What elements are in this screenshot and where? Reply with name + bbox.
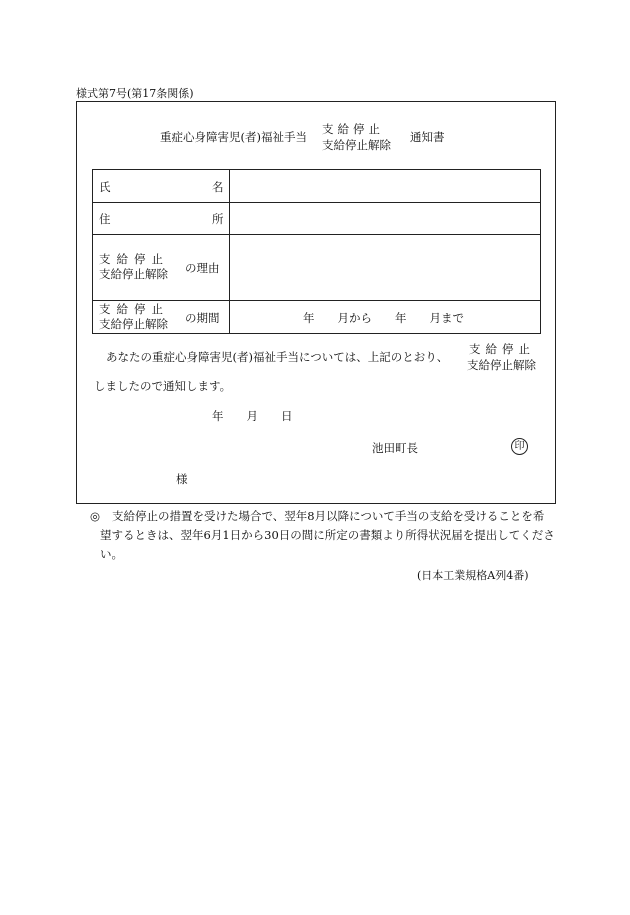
addressee-suffix: 様 bbox=[176, 472, 188, 486]
note-mark: ◎ bbox=[90, 509, 101, 523]
body-option-stop: 支給停止 bbox=[469, 342, 535, 356]
title-option-resume: 支給停止解除 bbox=[322, 138, 391, 152]
address-label-second: 所 bbox=[212, 212, 224, 226]
address-label-first: 住 bbox=[99, 212, 111, 226]
reason-option-stop: 支給停止 bbox=[99, 252, 169, 266]
title-tail: 通知書 bbox=[410, 130, 445, 144]
table-row-divider bbox=[93, 300, 540, 301]
table-row-divider bbox=[93, 202, 540, 203]
info-table bbox=[92, 169, 541, 334]
period-label-options bbox=[99, 302, 169, 332]
reason-label-options bbox=[99, 252, 169, 282]
table-column-divider bbox=[229, 170, 230, 333]
period-label-suffix: の期間 bbox=[185, 311, 220, 325]
table-row-divider bbox=[93, 234, 540, 235]
period-value: 年 月から 年 月まで bbox=[303, 311, 464, 325]
name-label-second: 名 bbox=[212, 180, 224, 194]
body-text-line2: しましたので通知します。 bbox=[94, 379, 232, 393]
issue-date: 年 月 日 bbox=[212, 409, 293, 423]
reason-option-resume: 支給停止解除 bbox=[99, 267, 168, 281]
title-main: 重症心身障害児(者)福祉手当 bbox=[160, 130, 307, 144]
reason-label-suffix: の理由 bbox=[185, 261, 220, 275]
issuer-title: 池田町長 bbox=[372, 441, 418, 455]
body-text-line1: あなたの重症心身障害児(者)福祉手当については、上記のとおり、 bbox=[106, 350, 449, 364]
paper-size-footer: (日本工業規格A列4番) bbox=[417, 569, 529, 582]
form-number-label: 様式第7号(第17条関係) bbox=[76, 87, 194, 100]
period-option-resume: 支給停止解除 bbox=[99, 317, 168, 331]
name-label-first: 氏 bbox=[99, 180, 111, 194]
period-option-stop: 支給停止 bbox=[99, 302, 169, 316]
seal-stamp-icon: 印 bbox=[511, 438, 528, 455]
body-option-resume: 支給停止解除 bbox=[467, 358, 536, 372]
title-option-stop: 支給停止 bbox=[322, 122, 384, 136]
note-text: 支給停止の措置を受けた場合で、翌年8月以降について手当の支給を受けることを希望するときは、翌年6月1日から30日の間に所定の書類より所得状況届を提出してください。 bbox=[100, 509, 555, 561]
